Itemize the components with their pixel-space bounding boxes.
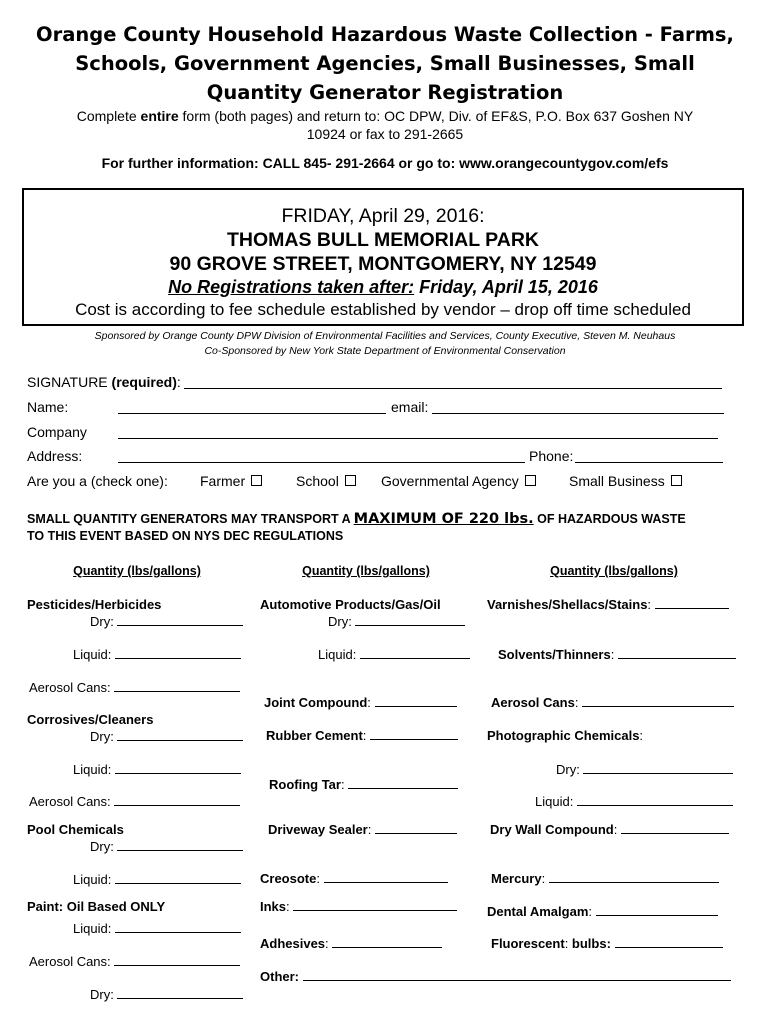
photographic-label: Photographic Chemicals: <box>487 728 644 743</box>
type-farmer[interactable]: Farmer <box>200 472 262 490</box>
rubber-cement[interactable]: Rubber Cement: <box>266 728 458 744</box>
max-weight: MAXIMUM OF 220 lbs. <box>353 511 534 527</box>
joint-compound[interactable]: Joint Compound: <box>264 695 457 711</box>
creosote[interactable]: Creosote: <box>260 871 448 887</box>
address-field[interactable] <box>118 449 525 463</box>
pool-liquid[interactable]: Liquid: <box>73 872 241 888</box>
corrosives-liquid[interactable]: Liquid: <box>73 762 241 778</box>
pesticides-label: Pesticides/Herbicides <box>27 597 162 612</box>
phone-field[interactable] <box>575 449 723 463</box>
signature-label: SIGNATURE (required): <box>27 374 181 390</box>
event-address: 90 GROVE STREET, MONTGOMERY, NY 12549 <box>169 253 597 275</box>
inks[interactable]: Inks: <box>260 899 457 915</box>
photographic-liquid[interactable]: Liquid: <box>535 794 733 810</box>
type-small-business[interactable]: Small Business <box>569 472 682 490</box>
quantity-warning: SMALL QUANTITY GENERATORS MAY TRANSPORT A MAXIMUM OF 220 lbs. OF HAZARDOUS WASTE TO THIS EVENT BASED ON NYS DEC REGULATIONS <box>27 511 686 543</box>
event-box <box>22 188 744 326</box>
name-field[interactable] <box>118 400 386 414</box>
entire-emphasis: entire <box>140 108 179 124</box>
title-line-3: Quantity Generator Registration <box>206 81 564 104</box>
automotive-dry[interactable]: Dry: <box>328 614 465 630</box>
address-label: Address: <box>27 448 83 464</box>
col3-header: Quantity (lbs/gallons) <box>550 564 678 578</box>
driveway-sealer[interactable]: Driveway Sealer: <box>268 822 457 838</box>
company-field[interactable] <box>118 425 718 439</box>
col1-header: Quantity (lbs/gallons) <box>73 564 201 578</box>
solvents[interactable]: Solvents/Thinners: <box>498 647 736 663</box>
paint-liquid[interactable]: Liquid: <box>73 921 241 937</box>
dental-amalgam[interactable]: Dental Amalgam: <box>487 904 718 920</box>
roofing-tar[interactable]: Roofing Tar: <box>269 777 458 793</box>
adhesives[interactable]: Adhesives: <box>260 936 442 952</box>
pesticides-liquid[interactable]: Liquid: <box>73 647 241 663</box>
event-cost: Cost is according to fee schedule established by vendor – drop off time scheduled <box>75 300 691 319</box>
pool-dry[interactable]: Dry: <box>90 839 243 855</box>
email-field[interactable] <box>432 400 724 414</box>
contact-info: For further information: CALL 845- 291-2664 or go to: www.orangecountygov.com/efs <box>101 155 669 171</box>
photographic-dry[interactable]: Dry: <box>556 762 733 778</box>
title-line-2: Schools, Government Agencies, Small Businesses, Small <box>75 52 695 75</box>
email-label: email: <box>391 399 429 415</box>
varnishes[interactable]: Varnishes/Shellacs/Stains: <box>487 597 729 613</box>
return-instructions: Complete entire form (both pages) and return to: OC DPW, Div. of EF&S, P.O. Box 637 Goshen NY 10924 or fax to 291-2665 <box>76 108 694 142</box>
name-label: Name: <box>27 399 69 415</box>
drywall-compound[interactable]: Dry Wall Compound: <box>490 822 729 838</box>
fluorescent-bulbs[interactable]: Fluorescent: bulbs: <box>491 936 723 952</box>
pesticides-dry[interactable]: Dry: <box>90 614 243 630</box>
paint-dry[interactable]: Dry: <box>90 987 243 1003</box>
mercury[interactable]: Mercury: <box>491 871 719 887</box>
sponsor-info: Sponsored by Orange County DPW Division of Environmental Facilities and Services, County Executive, Steven M. Neuhaus Co-Sponsored by New York State Department of Environmental Conservation <box>94 330 676 357</box>
government-checkbox[interactable] <box>525 475 536 486</box>
page-title <box>0 20 770 107</box>
type-government[interactable]: Governmental Agency <box>381 472 536 490</box>
type-school[interactable]: School <box>296 472 356 490</box>
farmer-checkbox[interactable] <box>251 475 262 486</box>
other[interactable]: Other: <box>260 969 731 985</box>
org-type-question: Are you a (check one): <box>27 473 168 489</box>
small-business-checkbox[interactable] <box>671 475 682 486</box>
paint-label: Paint: Oil Based ONLY <box>27 899 166 914</box>
corrosives-aerosol[interactable]: Aerosol Cans: <box>29 794 240 810</box>
title-line-1: Orange County Household Hazardous Waste Collection - Farms, <box>36 23 734 46</box>
phone-label: Phone: <box>529 448 574 464</box>
pesticides-aerosol[interactable]: Aerosol Cans: <box>29 680 240 696</box>
aerosol-cans[interactable]: Aerosol Cans: <box>491 695 734 711</box>
automotive-liquid[interactable]: Liquid: <box>318 647 470 663</box>
signature-field[interactable] <box>184 375 722 389</box>
pool-label: Pool Chemicals <box>27 822 124 837</box>
return-instructions-line2: 10924 or fax to 291-2665 <box>306 126 464 142</box>
corrosives-label: Corrosives/Cleaners <box>27 712 154 727</box>
company-label: Company <box>27 424 87 440</box>
automotive-label: Automotive Products/Gas/Oil <box>260 597 441 612</box>
event-park: THOMAS BULL MEMORIAL PARK <box>227 229 539 251</box>
col2-header: Quantity (lbs/gallons) <box>302 564 430 578</box>
school-checkbox[interactable] <box>345 475 356 486</box>
event-date: FRIDAY, April 29, 2016: <box>281 205 485 227</box>
corrosives-dry[interactable]: Dry: <box>90 729 243 745</box>
registration-deadline: No Registrations taken after: Friday, April 15, 2016 <box>168 277 598 297</box>
paint-aerosol[interactable]: Aerosol Cans: <box>29 954 240 970</box>
